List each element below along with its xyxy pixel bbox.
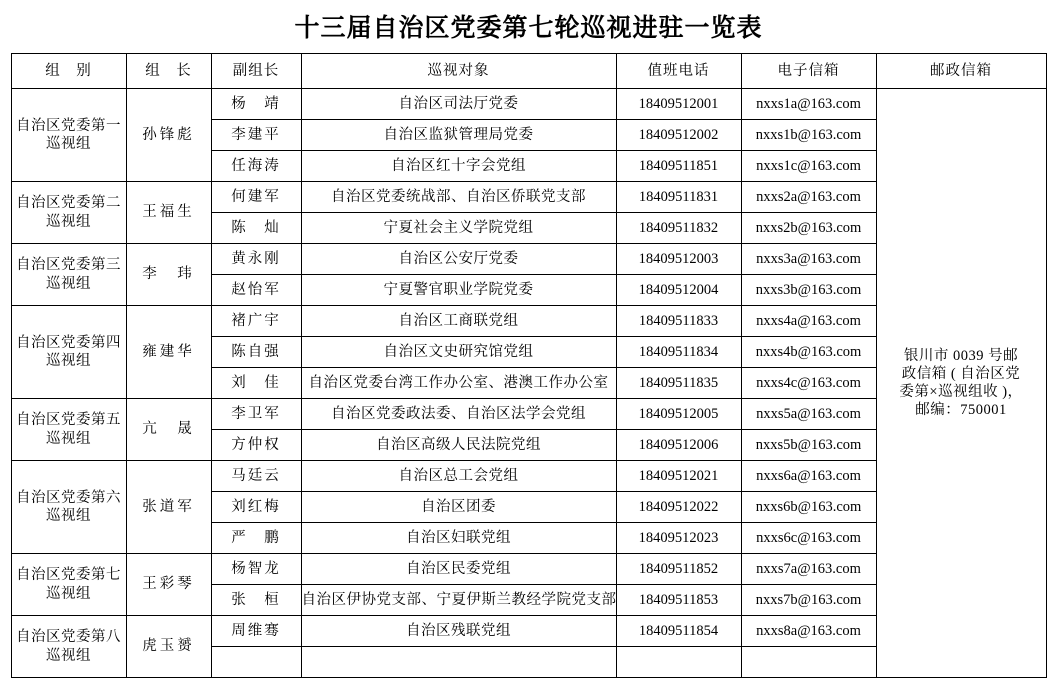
postal-mailbox-line-4: 邮编：750001	[915, 402, 1007, 419]
table-body	[11, 89, 1046, 678]
deputy-leader: 褚广宇	[211, 306, 301, 337]
inspection-target: 自治区民委党组	[301, 554, 616, 585]
deputy-leader: 任海涛	[211, 151, 301, 182]
group-leader: 雍建华	[126, 306, 211, 399]
group-leader: 张道军	[126, 461, 211, 554]
email-address: nxxs3b@163.com	[741, 275, 876, 306]
email-address: nxxs8a@163.com	[741, 616, 876, 647]
deputy-leader: 陈 灿	[211, 213, 301, 244]
column-header-leader: 组 长	[126, 54, 211, 89]
table-header	[11, 54, 1046, 89]
duty-phone: 18409512021	[616, 461, 741, 492]
group-name: 自治区党委第五巡视组	[11, 399, 126, 461]
inspection-target: 自治区红十字会党组	[301, 151, 616, 182]
duty-phone: 18409512022	[616, 492, 741, 523]
duty-phone: 18409511852	[616, 554, 741, 585]
deputy-leader	[211, 647, 301, 678]
inspection-target: 自治区残联党组	[301, 616, 616, 647]
email-address	[741, 647, 876, 678]
deputy-leader: 杨 靖	[211, 89, 301, 120]
group-name: 自治区党委第三巡视组	[11, 244, 126, 306]
inspection-target: 自治区总工会党组	[301, 461, 616, 492]
email-address: nxxs6a@163.com	[741, 461, 876, 492]
email-address: nxxs7b@163.com	[741, 585, 876, 616]
duty-phone: 18409511831	[616, 182, 741, 213]
inspection-target: 自治区监狱管理局党委	[301, 120, 616, 151]
email-address: nxxs1c@163.com	[741, 151, 876, 182]
group-leader: 王福生	[126, 182, 211, 244]
inspection-target: 自治区党委统战部、自治区侨联党支部	[301, 182, 616, 213]
table-header-row	[11, 54, 1046, 89]
email-address: nxxs5a@163.com	[741, 399, 876, 430]
inspection-target	[301, 647, 616, 678]
email-address: nxxs1a@163.com	[741, 89, 876, 120]
group-name: 自治区党委第一巡视组	[11, 89, 126, 182]
deputy-leader: 方仲权	[211, 430, 301, 461]
postal-mailbox-line-2: 政信箱 ( 自治区党	[901, 365, 1021, 382]
duty-phone: 18409512003	[616, 244, 741, 275]
email-address: nxxs6c@163.com	[741, 523, 876, 554]
duty-phone: 18409512004	[616, 275, 741, 306]
inspection-target: 自治区党委政法委、自治区法学会党组	[301, 399, 616, 430]
table-row	[11, 89, 1046, 120]
deputy-leader: 李卫军	[211, 399, 301, 430]
duty-phone: 18409511832	[616, 213, 741, 244]
deputy-leader: 赵怡军	[211, 275, 301, 306]
email-address: nxxs4c@163.com	[741, 368, 876, 399]
postal-mailbox	[876, 89, 1046, 678]
duty-phone: 18409511833	[616, 306, 741, 337]
duty-phone: 18409512002	[616, 120, 741, 151]
deputy-leader: 杨智龙	[211, 554, 301, 585]
inspection-target: 自治区工商联党组	[301, 306, 616, 337]
email-address: nxxs2a@163.com	[741, 182, 876, 213]
duty-phone: 18409511834	[616, 337, 741, 368]
page-title: 十三届自治区党委第七轮巡视进驻一览表	[294, 15, 763, 42]
duty-phone: 18409511853	[616, 585, 741, 616]
inspection-schedule-table	[11, 53, 1047, 678]
email-address: nxxs7a@163.com	[741, 554, 876, 585]
inspection-target: 宁夏警官职业学院党委	[301, 275, 616, 306]
email-address: nxxs1b@163.com	[741, 120, 876, 151]
email-address: nxxs2b@163.com	[741, 213, 876, 244]
email-address: nxxs4b@163.com	[741, 337, 876, 368]
inspection-target: 自治区公安厅党委	[301, 244, 616, 275]
column-header-phone: 值班电话	[616, 54, 741, 89]
column-header-target: 巡视对象	[301, 54, 616, 89]
inspection-target: 自治区团委	[301, 492, 616, 523]
deputy-leader: 张 桓	[211, 585, 301, 616]
group-name: 自治区党委第六巡视组	[11, 461, 126, 554]
duty-phone: 18409511851	[616, 151, 741, 182]
group-leader: 王彩琴	[126, 554, 211, 616]
duty-phone: 18409512001	[616, 89, 741, 120]
group-leader: 虎玉赟	[126, 616, 211, 678]
group-name: 自治区党委第八巡视组	[11, 616, 126, 678]
deputy-leader: 刘红梅	[211, 492, 301, 523]
inspection-target: 自治区文史研究馆党组	[301, 337, 616, 368]
group-leader: 李 玮	[126, 244, 211, 306]
duty-phone: 18409512023	[616, 523, 741, 554]
duty-phone: 18409511835	[616, 368, 741, 399]
deputy-leader: 马廷云	[211, 461, 301, 492]
email-address: nxxs6b@163.com	[741, 492, 876, 523]
column-header-email: 电子信箱	[741, 54, 876, 89]
inspection-target: 自治区高级人民法院党组	[301, 430, 616, 461]
duty-phone: 18409512006	[616, 430, 741, 461]
group-name: 自治区党委第七巡视组	[11, 554, 126, 616]
deputy-leader: 周维骞	[211, 616, 301, 647]
deputy-leader: 刘 佳	[211, 368, 301, 399]
group-name: 自治区党委第四巡视组	[11, 306, 126, 399]
deputy-leader: 严 鹏	[211, 523, 301, 554]
column-header-group: 组 别	[11, 54, 126, 89]
duty-phone: 18409512005	[616, 399, 741, 430]
group-name: 自治区党委第二巡视组	[11, 182, 126, 244]
inspection-target: 自治区司法厅党委	[301, 89, 616, 120]
email-address: nxxs3a@163.com	[741, 244, 876, 275]
inspection-target: 宁夏社会主义学院党组	[301, 213, 616, 244]
group-leader: 亢 晟	[126, 399, 211, 461]
duty-phone	[616, 647, 741, 678]
deputy-leader: 陈自强	[211, 337, 301, 368]
inspection-target: 自治区妇联党组	[301, 523, 616, 554]
deputy-leader: 黄永刚	[211, 244, 301, 275]
email-address: nxxs4a@163.com	[741, 306, 876, 337]
deputy-leader: 李建平	[211, 120, 301, 151]
column-header-mailbox: 邮政信箱	[876, 54, 1046, 89]
duty-phone: 18409511854	[616, 616, 741, 647]
inspection-target: 自治区伊协党支部、宁夏伊斯兰教经学院党支部	[301, 585, 616, 616]
postal-mailbox-line-1: 银川市 0039 号邮	[903, 347, 1019, 364]
postal-mailbox-line-3: 委第×巡视组收 )，	[899, 384, 1023, 400]
column-header-deputy: 副组长	[211, 54, 301, 89]
email-address: nxxs5b@163.com	[741, 430, 876, 461]
deputy-leader: 何建军	[211, 182, 301, 213]
group-leader: 孙锋彪	[126, 89, 211, 182]
inspection-target: 自治区党委台湾工作办公室、港澳工作办公室	[301, 368, 616, 399]
